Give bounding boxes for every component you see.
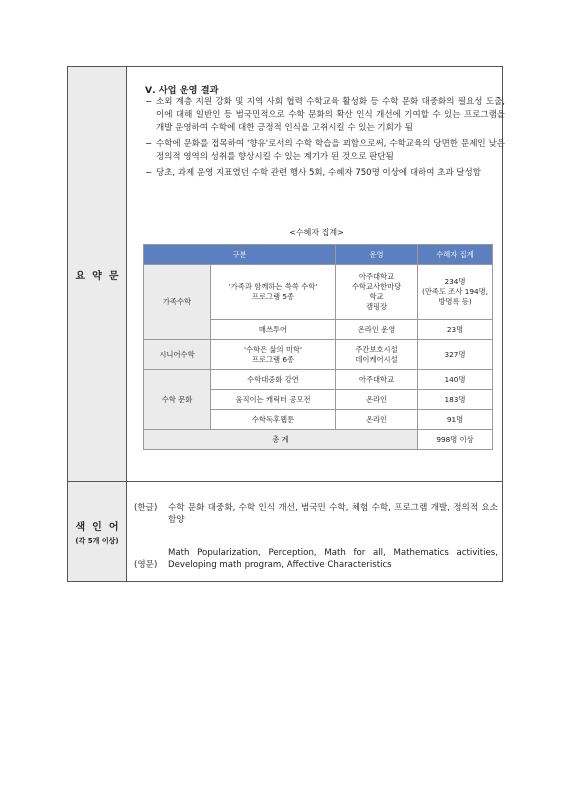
category-cell: 수학 문화 <box>144 370 211 430</box>
english-keywords <box>134 547 498 571</box>
operation-cell: 아주대학교 <box>336 370 418 390</box>
bullet-dash: − <box>145 97 153 107</box>
bullet-text: 당초, 과제 운영 지표였던 수학 관련 행사 5회, 수혜자 750명 이상에 대하여 초과 달성함 <box>156 168 481 178</box>
operation-cell: 온라인 운영 <box>336 320 418 340</box>
program-cell: '수학은 삶의 미학' 프로그램 6종 <box>211 340 336 370</box>
korean-tag: (한글) <box>134 503 158 513</box>
program-cell: 수학대중화 강연 <box>211 370 336 390</box>
count-cell: 91명 <box>418 410 493 430</box>
total-label: 총 계 <box>144 430 418 450</box>
program-cell: 수학독후웹툰 <box>211 410 336 430</box>
index-row <box>68 482 502 581</box>
bullet-dash: − <box>145 168 153 178</box>
table-row <box>144 340 493 370</box>
report-frame <box>67 66 503 582</box>
section-title: Ⅴ. 사업 운영 결과 <box>145 85 219 96</box>
index-sublabel: (각 5개 이상) <box>75 536 119 545</box>
korean-keywords <box>134 502 498 526</box>
table-total-row <box>144 430 493 450</box>
program-cell: '가족과 함께하는 쓱쓱 수학' 프로그램 5종 <box>211 265 336 320</box>
index-label-cell <box>68 482 127 581</box>
count-cell: 23명 <box>418 320 493 340</box>
operation-cell: 아주대학교 수학교사한마당 학교 캠핑장 <box>336 265 418 320</box>
bullet-list <box>145 96 505 183</box>
english-text: Math Popularization, Perception, Math for all, Mathematics activities, Developing math program, Affective Characteristics <box>168 548 498 570</box>
bullet-dash: − <box>145 139 153 149</box>
total-value: 998명 이상 <box>418 430 493 450</box>
index-label: 색인어 <box>75 521 126 533</box>
program-cell: 매쓰투어 <box>211 320 336 340</box>
operation-cell: 온라인 <box>336 390 418 410</box>
count-cell: 183명 <box>418 390 493 410</box>
korean-text: 수학 문화 대중화, 수학 인식 개선, 범국민 수학, 체험 수학, 프로그램 개발, 정의적 요소 함양 <box>168 503 498 525</box>
header-category: 구분 <box>144 245 336 265</box>
category-cell: 가족수학 <box>144 265 211 340</box>
english-tag: (영문) <box>134 560 158 570</box>
count-cell: 140명 <box>418 370 493 390</box>
summary-row <box>68 67 505 482</box>
header-operation: 운영 <box>336 245 418 265</box>
table-caption: <수혜자 집계> <box>289 228 344 237</box>
summary-content <box>131 67 505 481</box>
bullet-item <box>145 138 505 164</box>
summary-label: 요약문 <box>75 270 126 282</box>
category-cell: 시니어수학 <box>144 340 211 370</box>
header-count: 수혜자 집계 <box>418 245 493 265</box>
program-cell: 움직이는 캐릭터 공모전 <box>211 390 336 410</box>
summary-label-cell <box>68 67 127 481</box>
table-row <box>144 265 493 320</box>
count-cell: 327명 <box>418 340 493 370</box>
bullet-item <box>145 167 505 180</box>
table-row <box>144 370 493 390</box>
operation-cell: 주간보호시설 데이케어시설 <box>336 340 418 370</box>
beneficiary-table <box>143 244 493 450</box>
table-header-row <box>144 245 493 265</box>
operation-cell: 온라인 <box>336 410 418 430</box>
bullet-text: 수학에 문화를 접목하여 '향유'로서의 수학 학습을 꾀함으로써, 수학교육의 당면한 문제인 낮은 정의적 영역의 성취를 향상시킬 수 있는 계기가 된 것으로 판단됨 <box>156 139 505 162</box>
bullet-text: 소외 계층 지원 강화 및 지역 사회 협력 수학교육 활성화 등 수학 문화 대중화의 필요성 도출, 이에 대해 일반인 등 범국민적으로 수학 문화의 확산 인식 개선에 기여할 수 있는 프로그램을 개발 운영하여 수학에 대한 긍정적 인식을 고취시킬 수 있는 기회가 됨 <box>156 97 505 133</box>
count-cell: 234명 (만족도 조사 194명, 방명록 등) <box>418 265 493 320</box>
bullet-item <box>145 96 505 135</box>
